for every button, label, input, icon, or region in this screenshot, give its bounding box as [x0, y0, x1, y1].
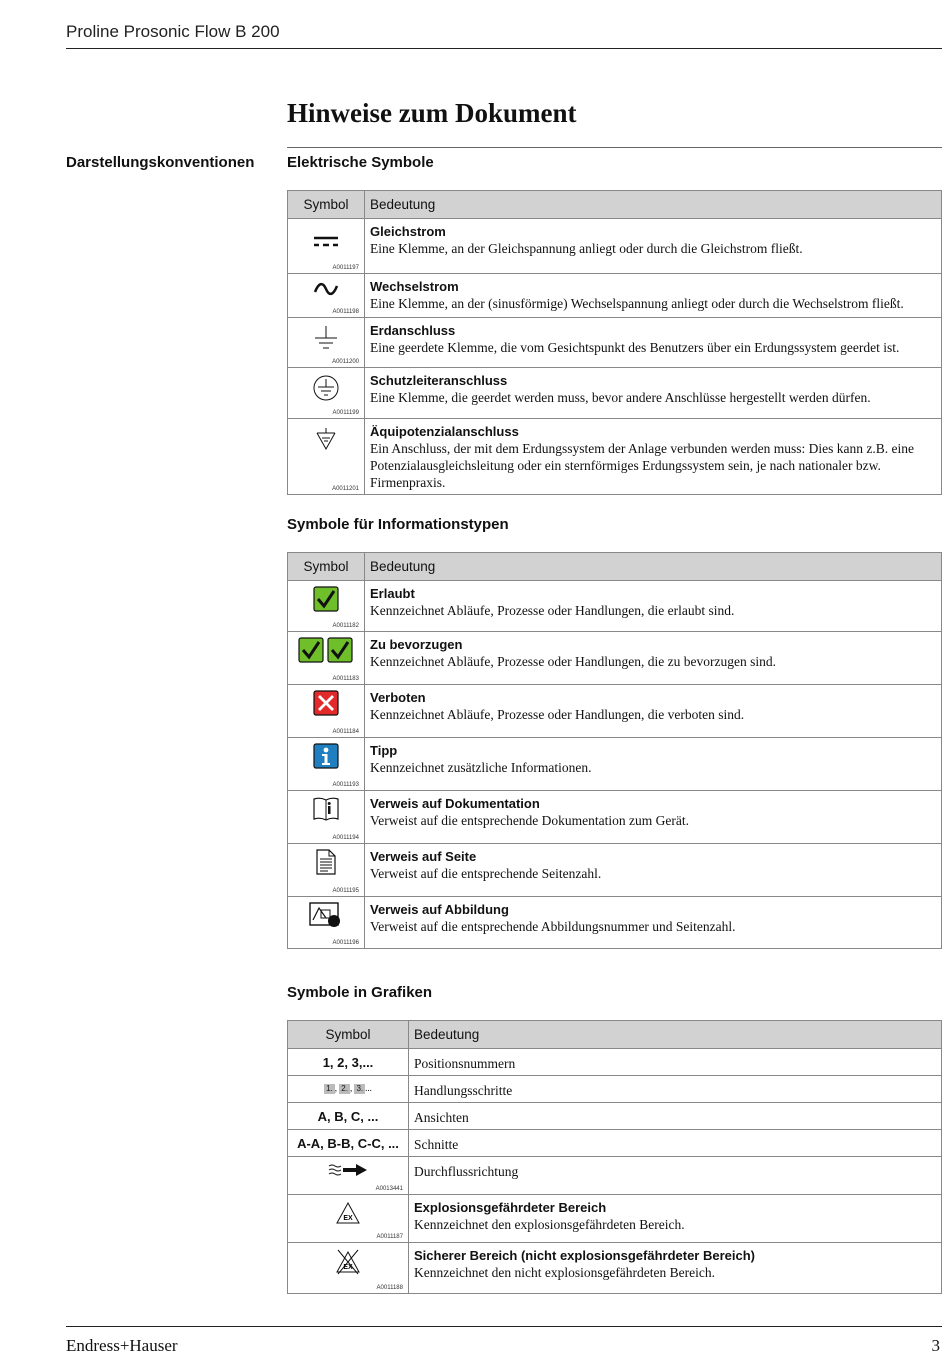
step-suffix: ... — [365, 1083, 372, 1093]
description: Kennzeichnet Abläufe, Prozesse oder Handlungen, die erlaubt sind. — [370, 603, 735, 618]
term: Explosionsgefährdeter Bereich — [414, 1200, 607, 1215]
figure-code: A0011193 — [332, 782, 359, 788]
symbol-text: 1, 2, 3,... — [322, 1055, 374, 1070]
ground-icon — [288, 324, 364, 356]
section-title-electrical: Elektrische Symbole — [287, 154, 434, 171]
section-title-info: Symbole für Informationstypen — [287, 516, 509, 533]
tip-icon — [288, 743, 364, 773]
description: Handlungsschritte — [414, 1083, 513, 1098]
page-icon — [288, 849, 364, 879]
description: Ein Anschluss, der mit dem Erdungssystem der Anlage verbunden werden muss: Dies kann z.B. eine Potenzialausgleichsleitung oder ein sternförmiges Erdungssystem sein, je nach nationaler bzw. Firmenpraxis. — [370, 441, 915, 490]
direct-current-icon — [288, 235, 364, 253]
figure-code: A0011196 — [332, 940, 359, 946]
figure-code: A0011198 — [332, 309, 359, 315]
title-divider — [287, 147, 942, 148]
equipotential-icon — [288, 427, 364, 455]
figure-code: A0011182 — [332, 623, 359, 629]
term: Wechselstrom — [370, 279, 459, 294]
description: Ansichten — [414, 1110, 469, 1125]
term: Sicherer Bereich (nicht explosionsgefährdeter Bereich) — [414, 1248, 755, 1263]
forbidden-icon — [288, 690, 364, 720]
term: Erdanschluss — [370, 323, 456, 338]
documentation-icon — [288, 796, 364, 826]
header-divider — [66, 48, 942, 49]
table-row — [288, 897, 942, 949]
table-row — [288, 318, 942, 368]
step-badge: 3. — [356, 1084, 364, 1093]
svg-text:EX: EX — [343, 1264, 353, 1271]
table-row — [288, 1103, 942, 1130]
table-row — [288, 1243, 942, 1294]
figure-code: A0011194 — [332, 835, 359, 841]
electrical-symbols-table — [287, 190, 942, 495]
info-symbols-table — [287, 552, 942, 949]
col-meaning: Bedeutung — [365, 191, 942, 219]
term: Verboten — [370, 690, 426, 705]
description: Kennzeichnet zusätzliche Informationen. — [370, 760, 592, 775]
table-row — [288, 219, 942, 274]
side-heading: Darstellungskonventionen — [66, 154, 255, 171]
symbol-text: A-A, B-B, C-C, ... — [297, 1136, 399, 1151]
col-meaning: Bedeutung — [409, 1021, 942, 1049]
figure-code: A0011195 — [332, 888, 359, 894]
hazardous-area-icon — [288, 1201, 408, 1229]
figure-code: A0011199 — [332, 410, 359, 416]
description: Eine Klemme, die geerdet werden muss, bevor andere Anschlüsse hergestellt werden dürfen. — [370, 390, 871, 405]
table-row — [288, 368, 942, 419]
alternating-current-icon — [288, 282, 364, 300]
col-symbol: Symbol — [288, 191, 365, 219]
description: Kennzeichnet den nicht explosionsgefährdeten Bereich. — [414, 1265, 716, 1280]
footer-divider — [66, 1326, 942, 1327]
figure-icon — [288, 902, 364, 932]
steps-symbol: 1. , 2. , 3. ... — [326, 1083, 372, 1093]
table-row — [288, 274, 942, 318]
description: Durchflussrichtung — [414, 1164, 519, 1179]
description: Verweist auf die entsprechende Dokumentation zum Gerät. — [370, 813, 690, 828]
term: Erlaubt — [370, 586, 415, 601]
figure-code: A0011200 — [332, 359, 359, 365]
step-badge: 2. — [341, 1084, 348, 1093]
figure-code: A0011183 — [332, 676, 359, 682]
table-row — [288, 1195, 942, 1243]
symbol-text: A, B, C, ... — [317, 1109, 379, 1124]
term: Gleichstrom — [370, 224, 446, 239]
description: Kennzeichnet Abläufe, Prozesse oder Handlungen, die zu bevorzugen sind. — [370, 654, 776, 669]
table-row — [288, 632, 942, 685]
table-row — [288, 791, 942, 844]
description: Schnitte — [414, 1137, 459, 1152]
table-row — [288, 1076, 942, 1103]
figure-code: A0011187 — [376, 1234, 403, 1240]
col-meaning: Bedeutung — [365, 553, 942, 581]
description: Verweist auf die entsprechende Seitenzahl. — [370, 866, 602, 881]
description: Verweist auf die entsprechende Abbildungsnummer und Seitenzahl. — [370, 919, 736, 934]
term: Verweis auf Seite — [370, 849, 477, 864]
table-row — [288, 1049, 942, 1076]
term: Verweis auf Dokumentation — [370, 796, 540, 811]
table-row — [288, 738, 942, 791]
description: Eine geerdete Klemme, die vom Gesichtspunkt des Benutzers über ein Erdungssystem geerdet ist. — [370, 340, 900, 355]
term: Tipp — [370, 743, 398, 758]
term: Verweis auf Abbildung — [370, 902, 509, 917]
term: Zu bevorzugen — [370, 637, 463, 652]
footer-brand: Endress+Hauser — [66, 1336, 178, 1355]
col-symbol: Symbol — [288, 553, 365, 581]
term: Schutzleiteranschluss — [370, 373, 508, 388]
figure-code: A0011184 — [332, 729, 359, 735]
preferred-icon — [288, 637, 364, 667]
flow-direction-icon — [288, 1163, 408, 1181]
protective-earth-icon — [288, 374, 364, 406]
figure-code: A0011201 — [332, 486, 359, 492]
term: Äquipotenzialanschluss — [370, 424, 519, 439]
svg-text:EX: EX — [343, 1215, 353, 1222]
table-row — [288, 685, 942, 738]
page-number: 3 — [931, 1336, 940, 1355]
table-row — [288, 1157, 942, 1195]
col-symbol: Symbol — [288, 1021, 409, 1049]
graphics-symbols-table — [287, 1020, 942, 1294]
table-row — [288, 419, 942, 495]
table-row — [288, 844, 942, 897]
allowed-icon — [288, 586, 364, 616]
description: Kennzeichnet den explosionsgefährdeten Bereich. — [414, 1217, 685, 1232]
description: Kennzeichnet Abläufe, Prozesse oder Handlungen, die verboten sind. — [370, 707, 745, 722]
section-title-graphics: Symbole in Grafiken — [287, 984, 433, 1001]
figure-code: A0013441 — [375, 1186, 403, 1192]
page-title: Hinweise zum Dokument — [287, 98, 577, 128]
header-title: Proline Prosonic Flow B 200 — [66, 22, 280, 41]
table-row — [288, 581, 942, 632]
step-badge: 1. — [326, 1084, 333, 1093]
safe-area-icon — [288, 1249, 408, 1279]
description: Eine Klemme, an der (sinusförmige) Wechselspannung anliegt oder durch die Wechselstrom fließt. — [370, 296, 904, 311]
figure-code: A0011188 — [376, 1285, 403, 1291]
description: Positionsnummern — [414, 1056, 516, 1071]
description: Eine Klemme, an der Gleichspannung anliegt oder durch die Gleichstrom fließt. — [370, 241, 803, 256]
figure-code: A0011197 — [332, 265, 359, 271]
table-row — [288, 1130, 942, 1157]
